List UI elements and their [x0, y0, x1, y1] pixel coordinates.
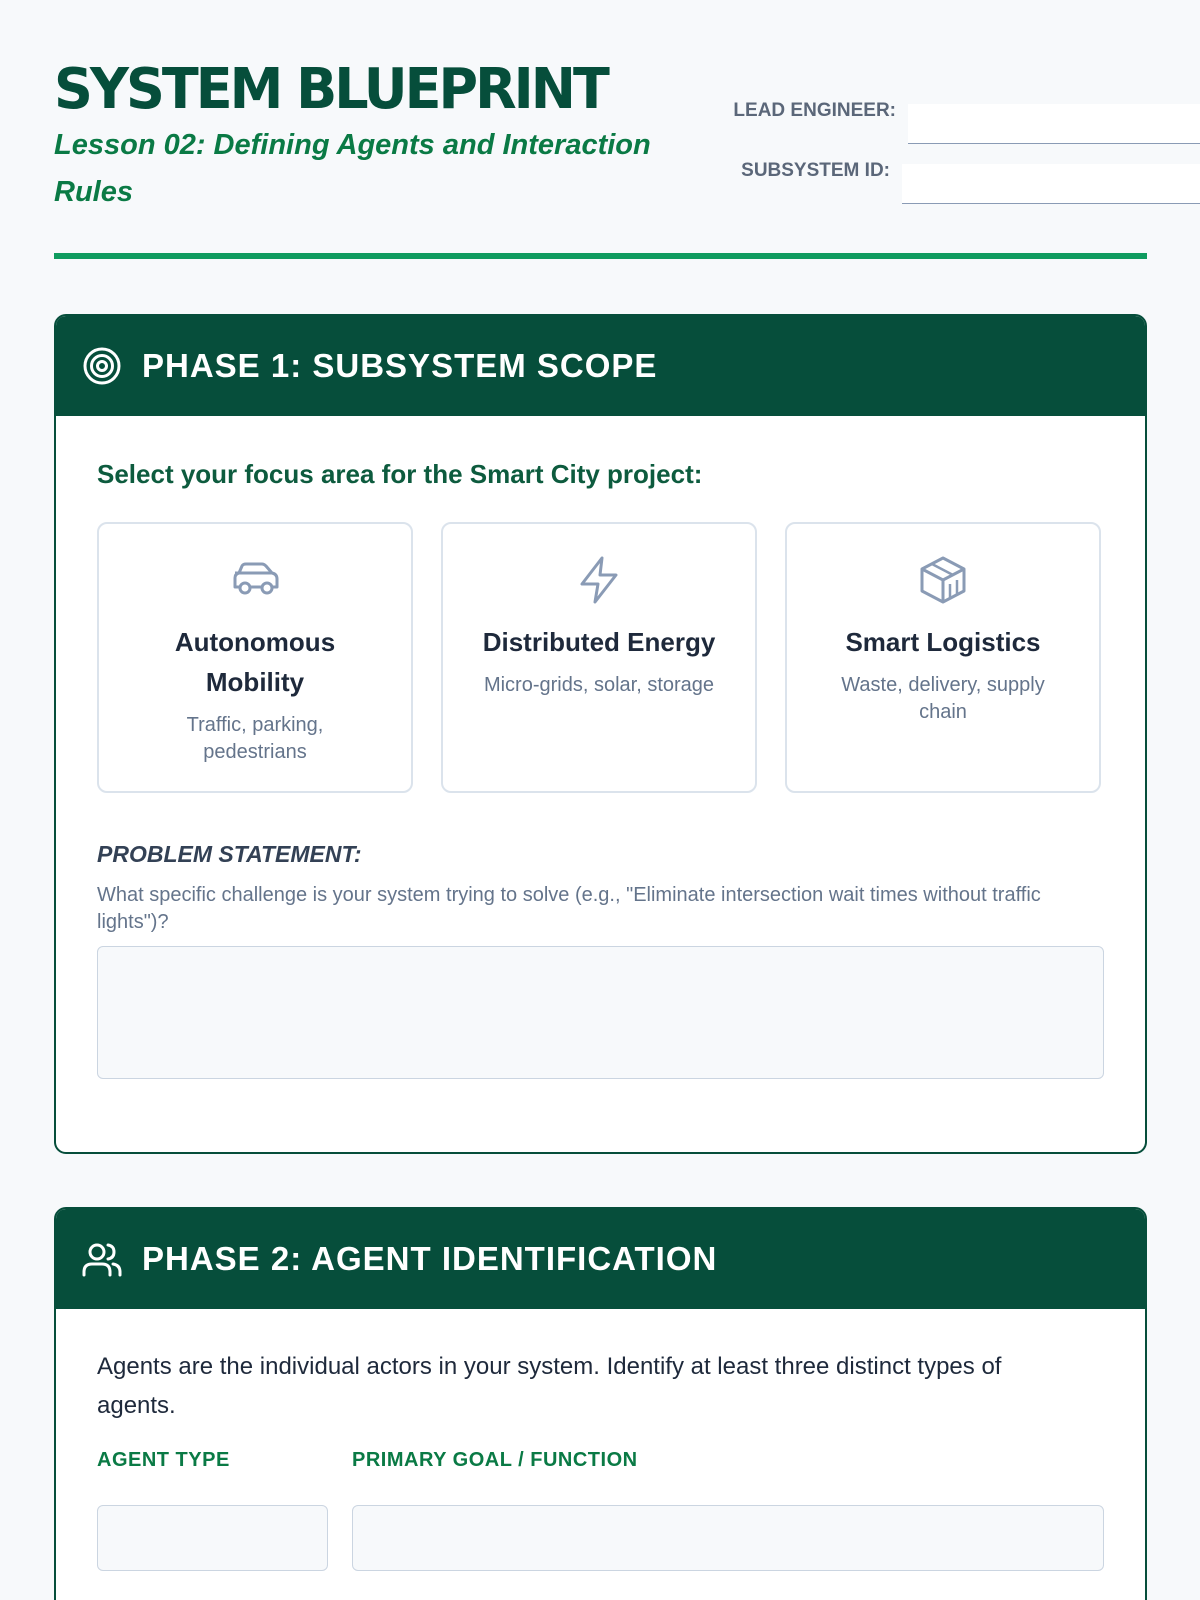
agents-intro-text: Agents are the individual actors in your system. Identify at least three distinct types of agents. — [97, 1353, 1002, 1419]
agent-type-column-label: AGENT TYPE — [97, 1449, 230, 1471]
phase2-header — [56, 1209, 1145, 1309]
lead-engineer-label: LEAD ENGINEER: — [733, 100, 896, 121]
option-title: Smart Logistics — [845, 627, 1041, 657]
agent-goal-input[interactable] — [352, 1505, 1104, 1571]
problem-statement-label: PROBLEM STATEMENT: — [97, 841, 362, 867]
agent-type-input[interactable] — [97, 1505, 328, 1571]
subsystem-id-input[interactable] — [902, 164, 1200, 204]
subsystem-id-row — [694, 158, 1200, 204]
car-icon — [229, 554, 281, 606]
page-subtitle: Lesson 02: Defining Agents and Interaction Rules — [54, 129, 651, 208]
option-subtitle: Micro-grids, solar, storage — [483, 674, 715, 696]
option-smart-logistics[interactable] — [785, 522, 1101, 793]
users-icon — [82, 1239, 122, 1279]
problem-statement-hint: What specific challenge is your system trying to solve (e.g., "Eliminate intersection wait times without traffic lights")? — [97, 884, 1041, 933]
option-title: Autonomous Mobility — [174, 627, 336, 697]
phase2-card — [54, 1207, 1147, 1600]
goal-column-label: PRIMARY GOAL / FUNCTION — [352, 1449, 638, 1471]
subsystem-id-label: SUBSYSTEM ID: — [741, 160, 890, 181]
page-title: SYSTEM BLUEPRINT — [54, 56, 607, 122]
option-subtitle: Traffic, parking, pedestrians — [186, 714, 324, 763]
phase2-title: PHASE 2: AGENT IDENTIFICATION — [142, 1240, 718, 1277]
header-divider — [54, 253, 1147, 259]
option-subtitle: Waste, delivery, supply chain — [841, 674, 1045, 723]
option-autonomous-mobility[interactable] — [97, 522, 413, 793]
lead-engineer-row — [702, 98, 1200, 144]
phase1-card — [54, 314, 1147, 1154]
target-icon — [82, 346, 122, 386]
lead-engineer-input[interactable] — [908, 104, 1200, 144]
phase1-header — [56, 316, 1145, 416]
phase1-title: PHASE 1: SUBSYSTEM SCOPE — [142, 347, 658, 384]
focus-area-question: Select your focus area for the Smart City project: — [97, 459, 703, 489]
page-header — [54, 56, 1147, 256]
problem-statement-input[interactable] — [97, 946, 1104, 1079]
container-icon — [917, 554, 969, 606]
option-title: Distributed Energy — [482, 627, 716, 657]
lightning-icon — [573, 554, 625, 606]
option-distributed-energy[interactable] — [441, 522, 757, 793]
